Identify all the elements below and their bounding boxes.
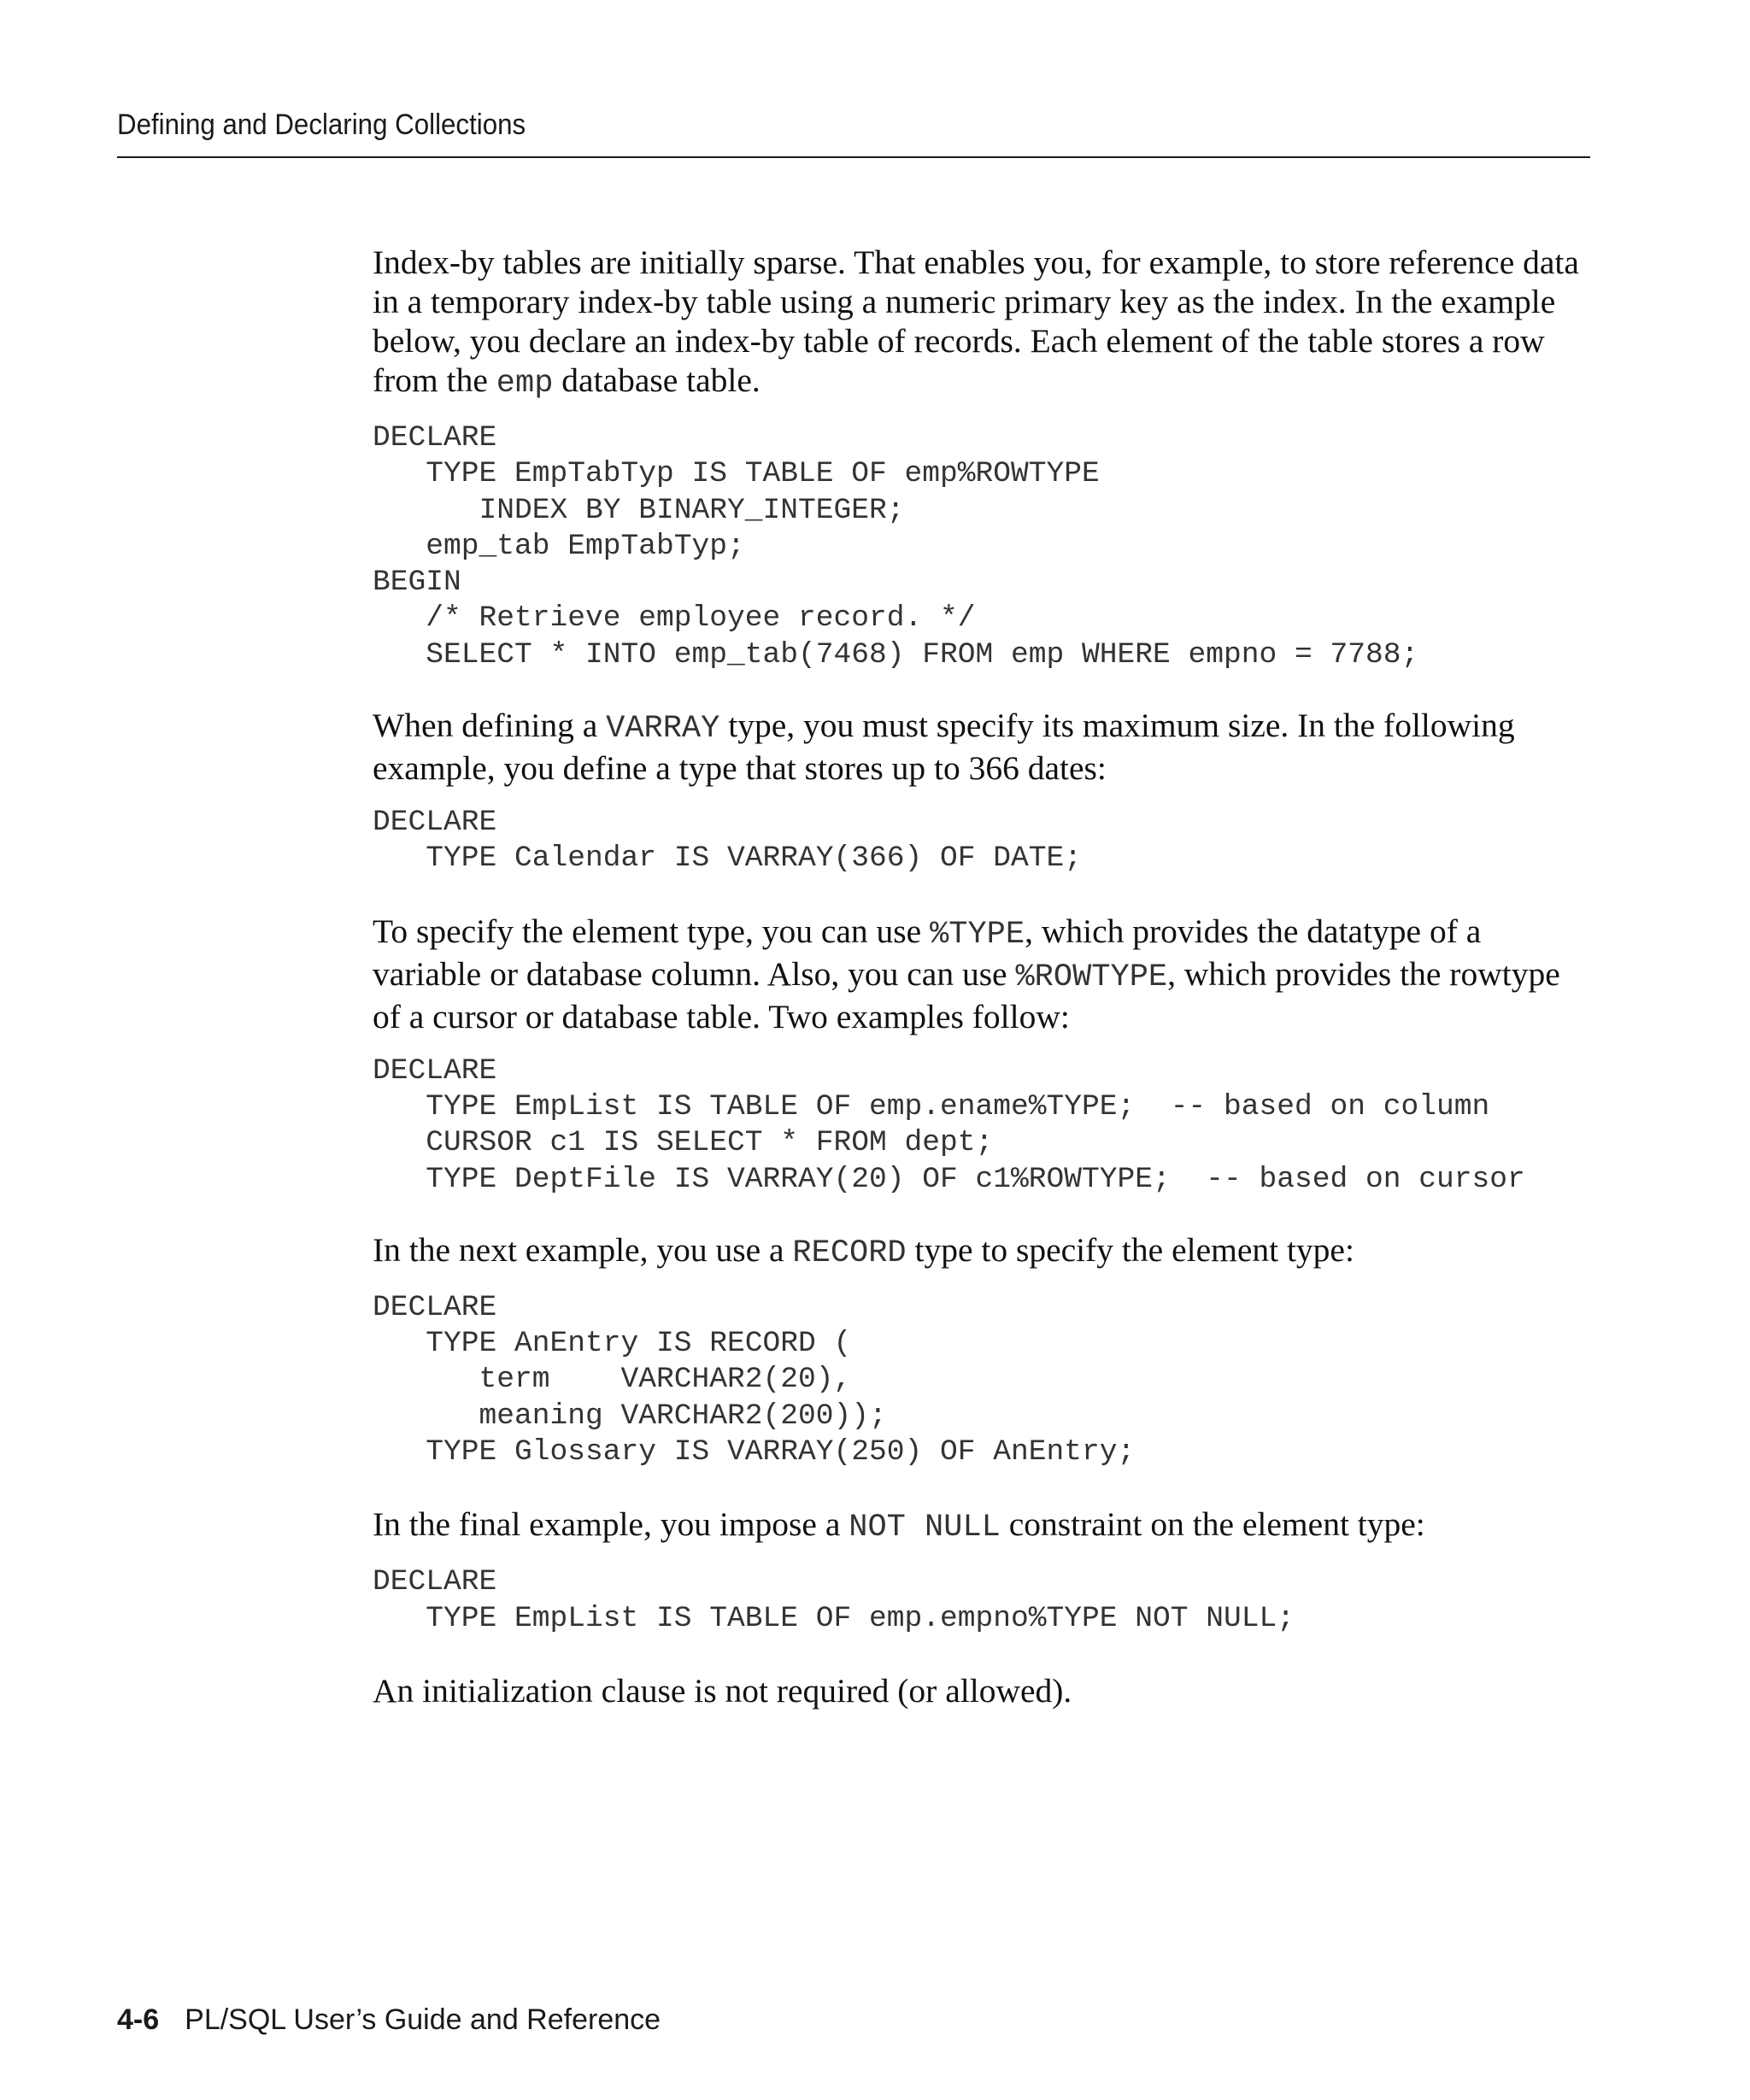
inline-code: RECORD xyxy=(792,1235,907,1271)
body-paragraph xyxy=(373,243,1594,403)
code-example xyxy=(373,805,1594,877)
book-title: PL/SQL User’s Guide and Reference xyxy=(185,2003,661,2036)
code-line: emp_tab EmpTabTyp; xyxy=(373,529,745,563)
code-line: TYPE DeptFile IS VARRAY(20) OF c1%ROWTYPE; -- based on cursor xyxy=(373,1162,1525,1196)
body-paragraph xyxy=(373,706,1594,788)
text-run: In the next example, you use a xyxy=(373,1230,793,1269)
inline-code: emp xyxy=(496,366,554,402)
code-line: /* Retrieve employee record. */ xyxy=(373,601,976,636)
inline-code: NOT NULL xyxy=(849,1510,1001,1546)
text-run: , which provides the rowtype of a cursor or database table. Two examples follow: xyxy=(373,954,1560,1035)
running-header: Defining and Declaring Collections xyxy=(117,109,526,141)
code-line: DECLARE xyxy=(373,1565,497,1599)
code-line: DECLARE xyxy=(373,1053,497,1088)
code-line: meaning VARCHAR2(200)); xyxy=(373,1399,887,1433)
text-run: database table. xyxy=(553,361,760,399)
body-paragraph xyxy=(373,1671,1594,1710)
inline-code: VARRAY xyxy=(606,711,720,748)
text-run: , which provides the datatype of a variable or database column. Also, you can use xyxy=(373,912,1482,993)
inline-code: %ROWTYPE xyxy=(1015,959,1168,995)
code-line: TYPE AnEntry IS RECORD ( xyxy=(373,1327,852,1361)
page-number: 4-6 xyxy=(117,2003,160,2036)
code-line: TYPE Calendar IS VARRAY(366) OF DATE; xyxy=(373,842,1083,876)
body-paragraph xyxy=(373,912,1594,1036)
text-run: Index-by tables are initially sparse. That enables you, for example, to store reference data in a temporary index-by table using a numeric primary key as the index. In the example below, you declare an index-by table of records. Each element of the table stores a row from the xyxy=(373,243,1579,399)
code-line: DECLARE xyxy=(373,806,497,840)
text-run: To specify the element type, you can use xyxy=(373,912,931,950)
text-run: In the final example, you impose a xyxy=(373,1505,849,1544)
code-line: DECLARE xyxy=(373,421,497,455)
code-line: TYPE EmpList IS TABLE OF emp.empno%TYPE NOT NULL; xyxy=(373,1601,1295,1635)
code-line: DECLARE xyxy=(373,1290,497,1324)
code-example xyxy=(373,1564,1594,1637)
inline-code: %TYPE xyxy=(930,916,1025,953)
code-line: TYPE Glossary IS VARRAY(250) OF AnEntry; xyxy=(373,1435,1136,1469)
code-example xyxy=(373,1053,1594,1198)
header-divider xyxy=(117,156,1590,158)
code-example xyxy=(373,420,1594,673)
code-line: CURSOR c1 IS SELECT * FROM dept; xyxy=(373,1126,994,1160)
code-line: INDEX BY BINARY_INTEGER; xyxy=(373,493,905,527)
page-footer xyxy=(117,2001,661,2038)
text-run: constraint on the element type: xyxy=(1000,1505,1425,1544)
text-run: type to specify the element type: xyxy=(906,1230,1354,1269)
code-line: TYPE EmpTabTyp IS TABLE OF emp%ROWTYPE xyxy=(373,457,1100,491)
code-line: BEGIN xyxy=(373,566,461,600)
code-line: TYPE EmpList IS TABLE OF emp.ename%TYPE; -- based on column xyxy=(373,1089,1490,1123)
page-body xyxy=(373,243,1594,1710)
body-paragraph xyxy=(373,1230,1594,1273)
code-line: term VARCHAR2(20), xyxy=(373,1363,852,1397)
text-run: type, you must specify its maximum size. In the following example, you define a type that stores up to 366 dates: xyxy=(373,707,1515,788)
code-line: SELECT * INTO emp_tab(7468) FROM emp WHERE empno = 7788; xyxy=(373,637,1419,672)
code-example xyxy=(373,1290,1594,1470)
text-run: When defining a xyxy=(373,707,607,745)
body-paragraph xyxy=(373,1505,1594,1547)
text-run: An initialization clause is not required (or allowed). xyxy=(373,1671,1072,1710)
